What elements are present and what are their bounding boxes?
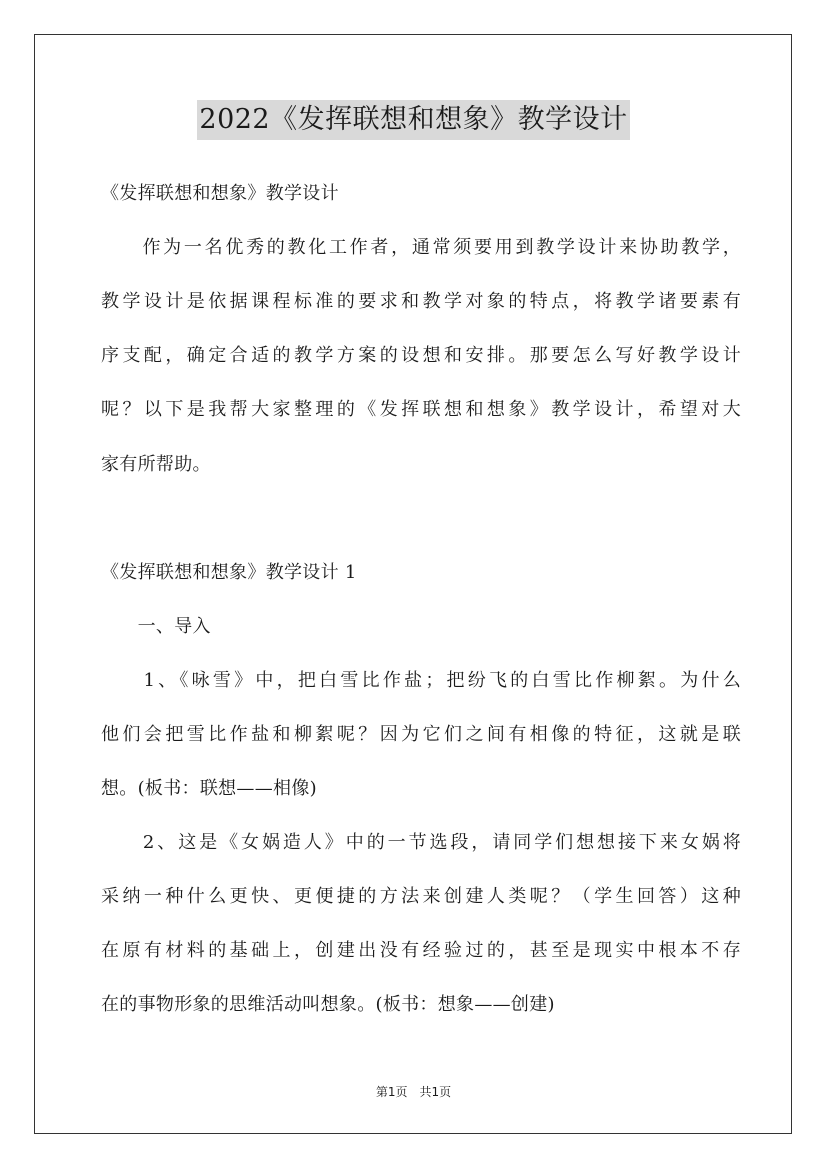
paragraph-line: 在原有材料的基础上，创建出没有经验过的，甚至是现实中根本不存: [101, 940, 741, 961]
paragraph-line: 他们会把雪比作盐和柳絮呢？因为它们之间有相像的特征，这就是联: [101, 724, 741, 745]
paragraph-line: 1、《咏雪》中，把白雪比作盐；把纷飞的白雪比作柳絮。为什么: [101, 670, 741, 691]
title-container: [0, 100, 827, 140]
paragraph-line: 教学设计是依据课程标准的要求和教学对象的特点，将教学诸要素有: [101, 291, 741, 312]
paragraph-line: 采纳一种什么更快、更便捷的方法来创建人类呢？（学生回答）这种: [101, 886, 741, 907]
paragraph-line: 序支配，确定合适的教学方案的设想和安排。那要怎么写好教学设计: [101, 345, 741, 366]
paragraph-line: 作为一名优秀的教化工作者，通常须要用到教学设计来协助教学，: [101, 237, 741, 258]
subsection-heading: 一、导入: [101, 616, 211, 637]
paragraph-line: 家有所帮助。: [101, 454, 211, 475]
paragraph-line: 呢？以下是我帮大家整理的《发挥联想和想象》教学设计，希望对大: [101, 399, 741, 420]
paragraph-line: 在的事物形象的思维活动叫想象。(板书：想象——创建): [101, 994, 555, 1015]
paragraph-line: 想。(板书：联想——相像): [101, 778, 317, 799]
document-title: 2022《发挥联想和想象》教学设计: [197, 100, 629, 140]
page-number: 第1页 共1页: [375, 1085, 452, 1099]
subtitle-line: 《发挥联想和想象》教学设计: [101, 183, 339, 204]
section-heading: 《发挥联想和想象》教学设计 1: [101, 562, 357, 583]
paragraph-line: 2、这是《女娲造人》中的一节选段，请同学们想想接下来女娲将: [101, 832, 741, 853]
